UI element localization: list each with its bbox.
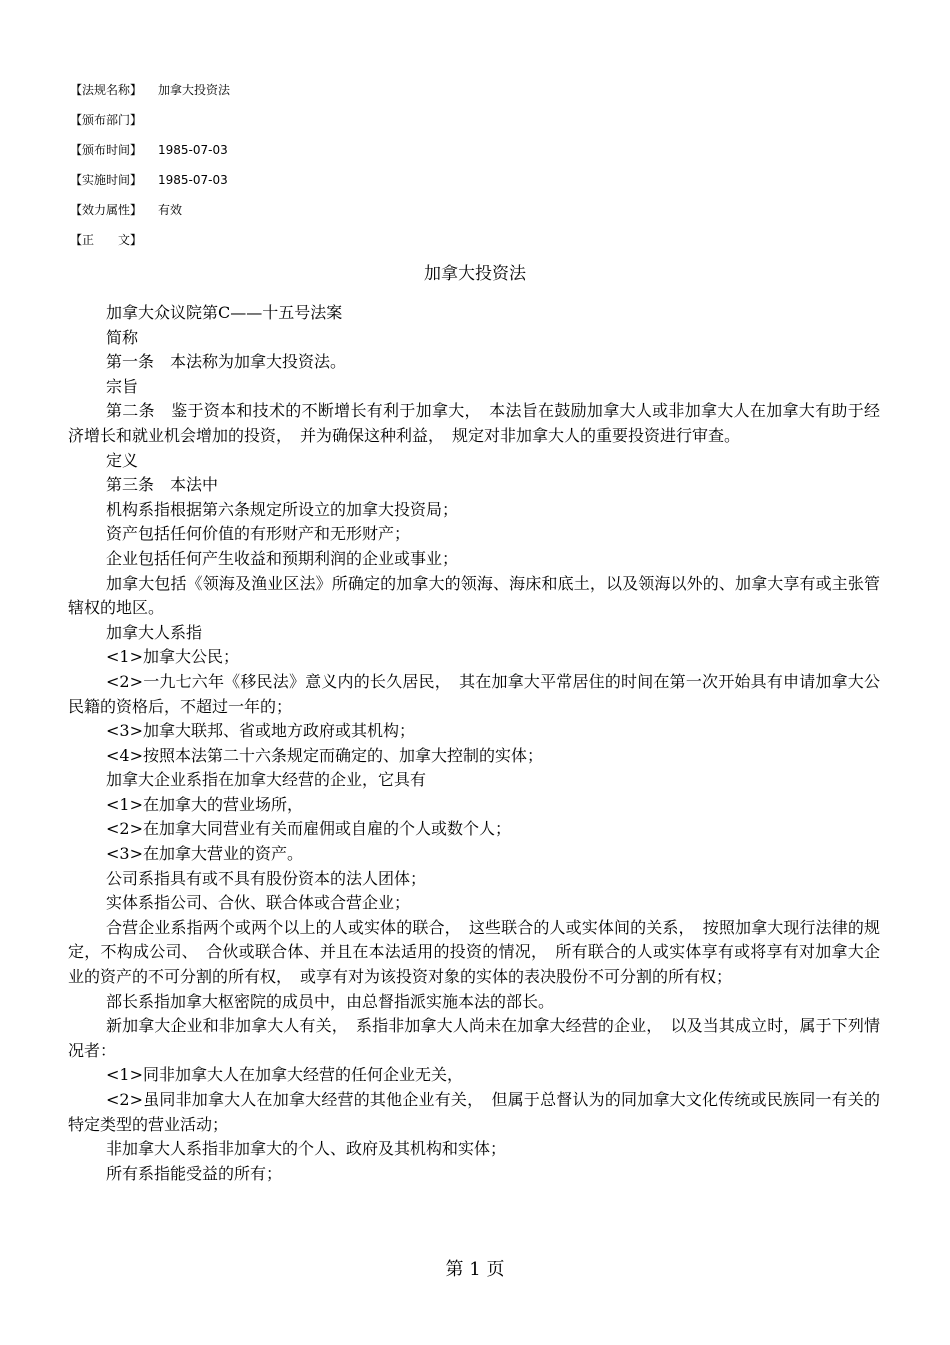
metadata-label: 【实施时间】	[70, 173, 143, 187]
paragraph: <2>虽同非加拿大人在加拿大经营的其他企业有关， 但属于总督认为的同加拿大文化传统或民族同一有关的特定类型的营业活动；	[68, 1090, 880, 1134]
document-title: 加拿大投资法	[424, 264, 526, 284]
metadata-value: 1985-07-03	[158, 143, 228, 157]
metadata-value: 有效	[158, 203, 183, 217]
paragraph: 第二条 鉴于资本和技术的不断增长有利于加拿大， 本法旨在鼓励加拿大人或非加拿大人在加拿大有助于经济增长和就业机会增加的投资， 并为确保这种利益， 规定对非加拿大人的重要投资进行审查。	[68, 401, 880, 445]
paragraph: <1>在加拿大的营业场所，	[106, 794, 303, 814]
paragraph: 公司系指具有或不具有股份资本的法人团体；	[106, 868, 427, 888]
paragraph: 加拿大企业系指在加拿大经营的企业，它具有	[106, 770, 427, 790]
paragraph: <1>加拿大公民；	[106, 647, 239, 667]
metadata-row	[70, 172, 228, 188]
paragraph: 实体系指公司、合伙、联合体或合营企业；	[106, 893, 411, 913]
paragraph: 机构系指根据第六条规定所设立的加拿大投资局；	[106, 499, 459, 519]
paragraph: 定义	[106, 450, 139, 470]
paragraph: <3>加拿大联邦、省或地方政府或其机构；	[106, 721, 415, 741]
metadata-row	[70, 142, 228, 158]
paragraph: 企业包括任何产生收益和预期利润的企业或事业；	[106, 548, 459, 568]
paragraph: 合营企业系指两个或两个以上的人或实体的联合， 这些联合的人或实体间的关系， 按照加拿大现行法律的规定，不构成公司、 合伙或联合体、并且在本法适用的投资的情况， 所有联合的人或实体享有或将享有对加拿大企业的资产的不可分割的所有权， 或享有对为该投资对象的实体的表决股份不可分割的所有权；	[68, 917, 880, 987]
paragraph: 第一条 本法称为加拿大投资法。	[106, 352, 347, 372]
paragraph: 资产包括任何价值的有形财产和无形财产；	[106, 524, 411, 544]
paragraph: 简称	[106, 327, 139, 347]
paragraph: <2>一九七六年《移民法》意义内的长久居民， 其在加拿大平常居住的时间在第一次开始具有申请加拿大公民籍的资格后，不超过一年的；	[68, 671, 880, 716]
paragraph: 新加拿大企业和非加拿大人有关， 系指非加拿大人尚未在加拿大经营的企业， 以及当其成立时，属于下列情况者：	[68, 1016, 880, 1060]
metadata-label: 【效力属性】	[70, 203, 143, 217]
metadata-label: 【正 文】	[70, 233, 143, 247]
paragraph: 所有系指能受益的所有；	[106, 1163, 283, 1183]
paragraph: <4>按照本法第二十六条规定而确定的、加拿大控制的实体；	[106, 745, 543, 765]
paragraph: 部长系指加拿大枢密院的成员中，由总督指派实施本法的部长。	[106, 991, 555, 1011]
metadata-row	[70, 112, 158, 128]
metadata-label: 【颁布部门】	[70, 113, 143, 127]
paragraph: 第三条 本法中	[106, 475, 219, 495]
metadata-value: 1985-07-03	[158, 173, 228, 187]
paragraph: 非加拿大人系指非加拿大的个人、政府及其机构和实体；	[106, 1139, 507, 1159]
metadata-label: 【法规名称】	[70, 83, 143, 97]
paragraph: 加拿大包括《领海及渔业区法》所确定的加拿大的领海、海床和底土，以及领海以外的、加拿大享有或主张管辖权的地区。	[68, 573, 880, 618]
metadata-row	[70, 202, 182, 218]
paragraph: 加拿大众议院第C——十五号法案	[106, 303, 343, 322]
metadata-row	[70, 82, 230, 98]
metadata-label: 【颁布时间】	[70, 143, 143, 157]
metadata-value: 加拿大投资法	[158, 83, 231, 97]
paragraph: <1>同非加拿大人在加拿大经营的任何企业无关，	[106, 1065, 463, 1085]
metadata-row	[70, 232, 158, 248]
paragraph: <3>在加拿大营业的资产。	[106, 844, 303, 864]
page-number: 第 1 页	[445, 1259, 505, 1280]
paragraph: 加拿大人系指	[106, 622, 203, 642]
paragraph: <2>在加拿大同营业有关而雇佣或自雇的个人或数个人；	[106, 819, 511, 839]
paragraph: 宗旨	[106, 376, 139, 396]
document-body	[68, 301, 880, 1186]
